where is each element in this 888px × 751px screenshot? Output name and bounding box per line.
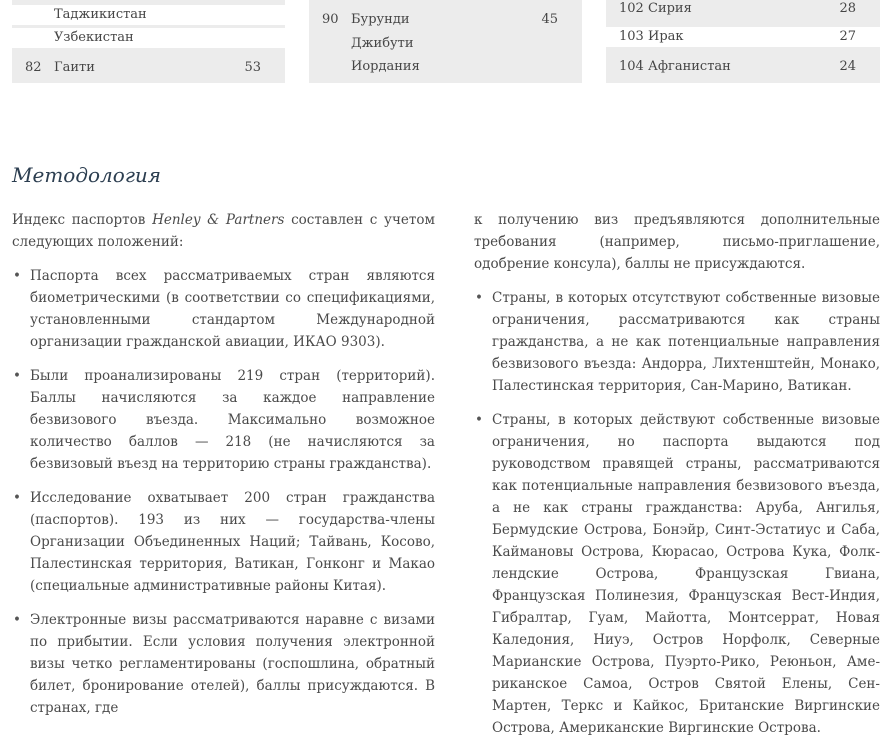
- score-value: 45: [541, 12, 558, 27]
- rank-number: 104: [619, 59, 644, 74]
- country-name: Джибути: [351, 36, 414, 51]
- country-name: Ирак: [648, 29, 684, 44]
- methodology-list-continued: [474, 287, 880, 739]
- rank-number: 103: [619, 29, 644, 44]
- country-name: Бурунди: [351, 12, 410, 27]
- section-title: Методология: [12, 163, 162, 187]
- ranking-row: [309, 10, 582, 30]
- country-name: Сирия: [648, 1, 692, 16]
- ranking-row: [12, 5, 285, 25]
- list-item: • Исследование охватывает 200 стран гражданства (паспортов). 193 из них — государства-члены Организации Объединенных Наций; Тайвань, Косово, Палестинская территория, Ватикан, Гонконг и Макао (специальные административные районы Китая).: [12, 487, 435, 597]
- ranking-row: [606, 57, 880, 77]
- ranking-row: [606, 0, 880, 19]
- list-item: • Страны, в которых отсутствуют собственные визовые ограничения, рассматриваются как страны гражданства, а не как потенциальные направления безвизового въезда: Андорра, Лихтенштейн, Монако, Палестинская территория, Сан-Марино, Ватикан.: [474, 287, 880, 397]
- score-value: 27: [839, 29, 856, 44]
- ranking-row: [12, 28, 285, 48]
- score-value: 53: [244, 60, 261, 75]
- ranking-row: [12, 58, 285, 78]
- continuation-paragraph: к получению виз предъявляются дополнительные требования (например, письмо-приглашение, одобрение консула), баллы не присуждаются.: [474, 212, 880, 272]
- ranking-row: [309, 57, 582, 77]
- ranking-row: [606, 27, 880, 47]
- ranking-box-1: [12, 0, 285, 83]
- country-name: Таджикистан: [54, 7, 147, 22]
- score-value: 24: [839, 59, 856, 74]
- rank-number: 102: [619, 1, 644, 16]
- methodology-list: [12, 265, 435, 719]
- company-name: Henley & Partners: [152, 212, 285, 228]
- ranking-box-3: [606, 0, 880, 83]
- country-name: Афганистан: [648, 59, 731, 74]
- score-value: 28: [839, 1, 856, 16]
- list-item: • Паспорта всех рассматриваемых стран являются биометрическими (в соответствии со спецификациями, установленными стандартом Международной организации гражданской авиации, ИКАО 9303).: [12, 265, 435, 353]
- list-item: • Страны, в которых действуют собственные визовые ограничения, но паспорта выдаются под руководством правящей страны, рассматриваются как потенциальные направления безвизового въезда, а не как страны гражданства: Аруба, Ангилья, Бермудские Острова, Бонэйр, Синт-Эстатиус и Саба, Каймановы Острова, Кюрасао, Острова Кука, Фолклендские Острова, Французская Гвиана, Французская Полинезия, Французская Вест-Индия, Гибралтар, Гуам, Майотта, Монтсеррат, Новая Каледония, Ниуэ, Остров Норфолк, Северные Марианские Острова, Пуэрто-Рико, Реюньон, Американское Самоа, Остров Святой Елены, Сен-Мартен, Теркс и Кайкос, Британские Виргинские Острова, Американские Виргинские Острова.: [474, 409, 880, 739]
- list-item: • Электронные визы рассматриваются наравне с визами по прибытии. Если условия получения электронной визы четко регламентированы (госпошлина, обратный билет, бронирование отелей), баллы присуждаются. В странах, где: [12, 609, 435, 719]
- intro-paragraph: [12, 209, 435, 253]
- left-column: [12, 209, 435, 731]
- ranking-row: [309, 34, 582, 54]
- country-name: Узбекистан: [54, 30, 134, 45]
- ranking-box-2: [309, 0, 582, 83]
- country-name: Гаити: [54, 60, 95, 75]
- right-column: [474, 209, 880, 751]
- list-item: • Были проанализированы 219 стран (территорий). Баллы начисляются за каждое направление безвизового въезда. Максимально возможное количество баллов — 218 (не начисляются за безвизовый въезд на территорию страны гражданства).: [12, 365, 435, 475]
- intro-text-end: составлен с учетом следующих положений:: [12, 212, 435, 250]
- rank-number: 82: [25, 60, 42, 75]
- intro-text: Индекс паспортов: [12, 212, 153, 228]
- country-name: Иордания: [351, 59, 420, 74]
- rank-number: 90: [322, 12, 339, 27]
